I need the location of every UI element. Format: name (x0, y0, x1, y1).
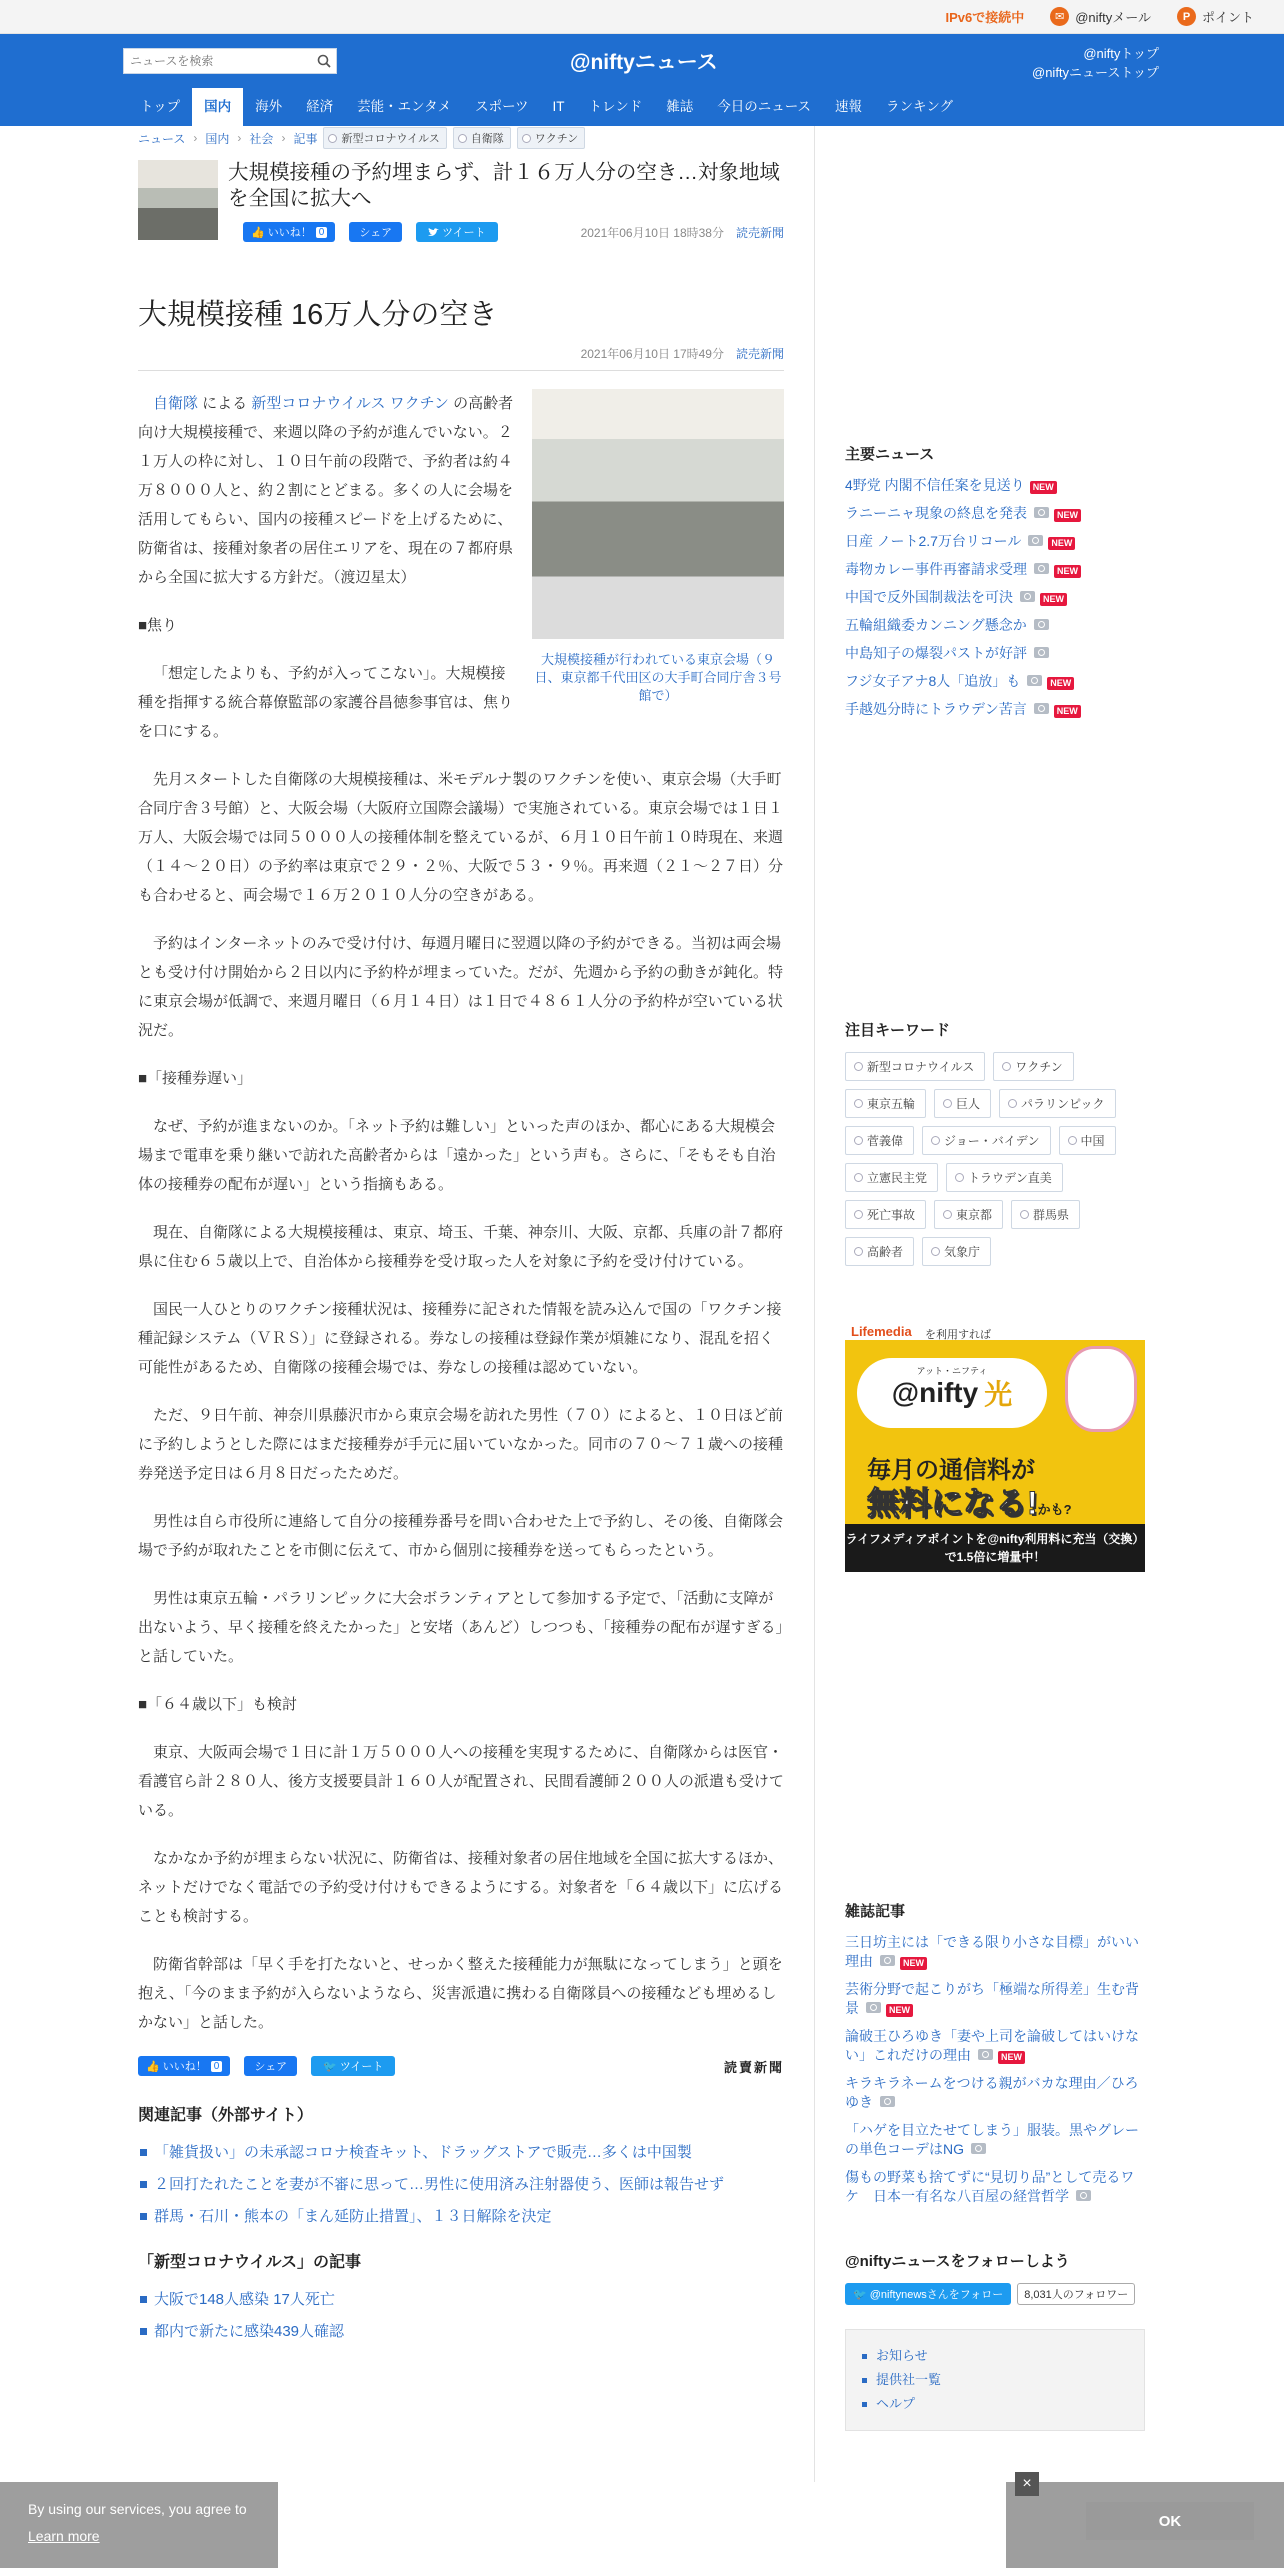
new-badge: NEW (1047, 677, 1074, 690)
twitter-icon (428, 228, 439, 237)
keyword-link-vaccine[interactable]: ワクチン (389, 395, 449, 412)
camera-icon (1034, 619, 1049, 630)
mail-icon: ✉ (1050, 7, 1069, 26)
nav-sports[interactable]: スポーツ (475, 99, 529, 114)
magazine-item[interactable]: 「ハゲを目立たせてしまう」服装。黒やグレーの単色コーデはNG (845, 2122, 1139, 2157)
point-link[interactable] (1177, 7, 1254, 26)
search-box (123, 48, 337, 74)
ad-product-ruby: アット・ニフティ (916, 1366, 988, 1376)
sidebar (845, 126, 1145, 2431)
twitter-follow-button[interactable]: 🐦 @niftynewsさんをフォロー (845, 2283, 1011, 2305)
nav-entertainment[interactable]: 芸能・エンタメ (357, 99, 452, 114)
magazine-item[interactable]: 三日坊主には「できる限り小さな目標」がいい理由 NEW (845, 1934, 1139, 1969)
mail-label: @niftyメール (1075, 10, 1151, 25)
keyword-tag[interactable]: パラリンピック (999, 1089, 1116, 1118)
magazine-item[interactable]: 傷もの野菜も捨てずに“見切り品”として売るワケ 日本一有名な八百屋の経営哲学 (845, 2169, 1135, 2204)
article-paragraph: 男性は自ら市役所に連絡して自分の接種券番号を問い合わせた上で予約し、その後、自衛隊会場で予約が取れたことを市側に伝えて、市から個別に接種券を送ってもらったという。 (138, 1513, 784, 1559)
keyword-tag[interactable]: 死亡事故 (845, 1200, 926, 1229)
bottom-social-buttons (138, 2056, 395, 2076)
magazine-item[interactable]: キラキラネームをつける親がバカな理由／ひろゆき (845, 2075, 1139, 2110)
like-button[interactable]: 👍 いいね！ 0 (243, 222, 335, 242)
main-news-item[interactable]: ラニーニャ現象の終息を発表 NEW (845, 504, 1145, 523)
search-icon[interactable] (312, 49, 336, 73)
cookie-text: By using our services, you agree to (28, 2501, 247, 2517)
sidebar-footer-links (845, 2329, 1145, 2431)
keyword-tag[interactable]: 新型コロナウイルス (845, 1052, 985, 1081)
article-figure (532, 389, 784, 705)
magazine-item[interactable]: 芸術分野で起こりがち「極端な所得差」生む背景 NEW (845, 1981, 1139, 2016)
ad-brand: Lifemedia (851, 1324, 912, 1339)
article-source-link[interactable]: 読売新聞 (735, 347, 784, 361)
site-header (0, 34, 1284, 126)
nav-magazine[interactable]: 雑誌 (666, 99, 694, 114)
nav-it[interactable]: IT (552, 99, 565, 114)
keyword-link-sdf[interactable]: 自衛隊 (153, 395, 199, 412)
article-paragraph: ただ、９日午前、神奈川県藤沢市から東京会場を訪れた男性（７０）によると、１０日ほど前に予約しようとした際にはまだ接種券が手元に届いていなかった。同市の７０～７１歳への接種券発送予定日は６月８日だったためだ。 (138, 1407, 784, 1482)
main-news-item[interactable]: 毒物カレー事件再審請求受理 NEW (845, 560, 1145, 579)
keyword-tag[interactable]: 東京五輪 (845, 1089, 926, 1118)
nav-ranking[interactable]: ランキング (886, 99, 954, 114)
cookie-ok-button[interactable]: OK (1086, 2502, 1254, 2540)
article-paragraph: 予約はインターネットのみで受け付け、毎週月曜日に翌週以降の予約ができる。当初は両会場とも受け付け開始から２日以内に予約枠が埋まっていた。だが、先週から予約の動きが鈍化。特に東京会場が低調で、来週月曜日（６月１４日）は１日で４８６１人分の予約枠が空いている状況だ。 (138, 935, 784, 1039)
new-badge: NEW (1048, 537, 1075, 550)
top-utility-bar (0, 0, 1284, 34)
article-paragraph: 国民一人ひとりのワクチン接種状況は、接種券に記された情報を読み込んで国の「ワクチン接種記録システム（ＶＲＳ）」に登録される。券なしの接種は登録作業が煩雑になり、混乱を招く可能性があるため、自衛隊の接種会場では、券なしの接種は認めていない。 (138, 1301, 782, 1376)
main-news-section (845, 443, 1145, 719)
magazine-heading: 雑誌記事 (845, 1903, 906, 1920)
keyword-link-covid[interactable]: 新型コロナウイルス (251, 395, 386, 412)
lead-date: 2021年06月10日 18時38分 読売新聞 (580, 225, 784, 240)
camera-icon (978, 2049, 993, 2060)
article-paragraph: 現在、自衛隊による大規模接種は、東京、埼玉、千葉、神奈川、大阪、京都、兵庫の計７都府県に住む６５歳以上で、自治体から接種券を受け取った人を対象に予約を受け付けている。 (138, 1224, 784, 1270)
article-paragraph: 防衛省幹部は「早く手を打たないと、せっかく整えた接種能力が無駄になってしまう」と頭を抱え、「今のまま予約が入らないようなら、災害派遣に携わる自衛隊員への接種なども埋めるしかない」と話した。 (138, 1956, 783, 2031)
main-nav (128, 88, 965, 126)
column-divider (814, 126, 815, 2486)
magazine-list (845, 1933, 1145, 2206)
related-item[interactable]: 「雑貨扱い」の未承認コロナ検査キット、ドラッグストアで販売…多くは中国製 (138, 2143, 784, 2163)
overlay-ad-slot[interactable] (278, 2482, 1006, 2568)
article-paragraph-lead: 自衛隊 による 新型コロナウイルス ワクチン の高齢者向け大規模接種で、来週以降の予約が進んでいない。２１万人の枠に対し、１０日午前の段階で、予約者は約４万８０００人と、約２割にとどまる。多くの人に会場を活用してもらい、国内の接種スピードを上げるために、防衛省は、接種対象者の居住エリアを、現在の７都府県から全国に拡大する方針だ。（渡辺星太） (138, 395, 514, 586)
new-badge: NEW (1030, 481, 1057, 494)
related-heading: 関連記事（外部サイト） (138, 2107, 313, 2124)
main-news-item[interactable]: フジ女子アナ8人「追放」も NEW (845, 672, 1145, 691)
search-input[interactable] (124, 50, 312, 72)
main-column (138, 126, 784, 2354)
article-paragraphs (138, 611, 784, 2037)
keyword-tag[interactable]: 群馬県 (1011, 1200, 1080, 1229)
header-links (1032, 44, 1159, 82)
lead-social-buttons (243, 222, 498, 242)
close-icon[interactable]: × (1015, 2472, 1039, 2496)
breadcrumb: ニュース › 国内 › 社会 › 記事 新型コロナウイルス 自衛隊 ワクチン (138, 126, 784, 150)
nav-breaking[interactable]: 速報 (835, 99, 863, 114)
bottom-tweet-button[interactable]: 🐦 ツイート (311, 2056, 395, 2076)
breadcrumb-society[interactable]: 社会 (249, 131, 274, 146)
new-badge: NEW (1054, 565, 1081, 578)
breadcrumb-article[interactable]: 記事 (293, 131, 318, 146)
keyword-tag[interactable]: 菅義偉 (845, 1126, 914, 1155)
new-badge: NEW (1054, 509, 1081, 522)
tweet-button[interactable]: ツイート (416, 222, 498, 242)
section-heading: ■「６４歳以下」も検討 (138, 1696, 298, 1713)
ad-bottom-text: ライフメディアポイントを@nifty利用料に充当（交換）で1.5倍に増量中！ (845, 1524, 1145, 1572)
nifty-news-top-link[interactable]: @niftyニューストップ (1032, 65, 1159, 80)
bottom-like-button[interactable]: 👍 いいね！ 0 (138, 2056, 230, 2076)
ad-line2-suffix: かも? (1037, 1502, 1072, 1517)
keyword-tag[interactable]: ワクチン (993, 1052, 1073, 1081)
lead-block (138, 160, 784, 242)
keyword-section (845, 1019, 1145, 1266)
point-label: ポイント (1201, 10, 1254, 25)
magazine-section (845, 1900, 1145, 2206)
tag-vaccine[interactable]: ワクチン (517, 127, 585, 149)
like-count: 0 (316, 227, 328, 238)
main-news-item[interactable]: 中島知子の爆裂パストが好評 (845, 644, 1145, 663)
tag-covid[interactable]: 新型コロナウイルス (323, 127, 446, 149)
related-item[interactable]: 群馬・石川・熊本の「まん延防止措置」、１３日解除を決定 (138, 2207, 784, 2227)
footer-link-notice[interactable]: お知らせ (862, 2344, 1128, 2368)
main-news-item[interactable]: 日産 ノート2.7万台リコール NEW (845, 532, 1145, 551)
article-paragraph: 「想定したよりも、予約が入ってこない」。大規模接種を指揮する統合幕僚監部の家護谷昌徳参事官は、焦りを口にする。 (138, 665, 514, 740)
keyword-tag[interactable]: 巨人 (934, 1089, 991, 1118)
new-badge: NEW (998, 2051, 1025, 2064)
keyword-tag[interactable]: 立憲民主党 (845, 1163, 938, 1192)
keyword-tag[interactable]: 気象庁 (922, 1237, 991, 1266)
new-badge: NEW (886, 2004, 913, 2017)
corona-item[interactable]: 都内で新たに感染439人確認 (138, 2322, 784, 2342)
article-photo[interactable] (532, 389, 784, 639)
point-icon: P (1177, 7, 1196, 26)
publisher-logo: 読賣新聞 (723, 2059, 784, 2075)
corona-heading: 「新型コロナウイルス」の記事 (138, 2254, 362, 2271)
article-paragraph: 東京、大阪両会場で１日に計１万５０００人への接種を実現するために、自衛隊からは医官・看護官ら計２８０人、後方支援要員計１６０人が配置され、民間看護師２００人の派遣も受けている。 (138, 1744, 784, 1819)
keyword-heading: 注目キーワード (845, 1022, 951, 1039)
main-news-item[interactable]: 4野党 内閣不信任案を見送り NEW (845, 476, 1145, 495)
nav-today[interactable]: 今日のニュース (717, 99, 812, 114)
ad-brand-sub: を利用すれば (925, 1329, 991, 1341)
nav-overseas[interactable]: 海外 (255, 99, 283, 114)
section-heading: ■焦り (138, 617, 178, 634)
nav-economy[interactable]: 経済 (306, 99, 334, 114)
ad-line1: 毎月の通信料が (867, 1457, 1035, 1484)
cookie-learn-more[interactable]: Learn more (28, 2528, 100, 2544)
new-badge: NEW (1054, 705, 1081, 718)
keyword-list (845, 1052, 1145, 1266)
main-news-item[interactable]: 手越処分時にトラウデン苦言 NEW (845, 700, 1145, 719)
ipv6-status: IPv6で接続中 (945, 10, 1025, 25)
magazine-item[interactable]: 論破王ひろゆき「妻や上司を論破してはいけない」これだけの理由 NEW (845, 2028, 1139, 2063)
camera-icon (880, 2096, 895, 2107)
article-meta (138, 345, 784, 371)
article-title: 大規模接種 16万人分の空き (138, 299, 498, 331)
site-logo[interactable]: @niftyニュース (570, 51, 718, 74)
keyword-tag[interactable]: 東京都 (934, 1200, 1003, 1229)
nav-trend[interactable]: トレンド (588, 99, 643, 114)
breadcrumb-news[interactable]: ニュース (138, 131, 186, 146)
camera-icon (1076, 2190, 1091, 2201)
footer-link-providers[interactable]: 提供社一覧 (862, 2368, 1128, 2392)
camera-icon (1027, 675, 1042, 686)
breadcrumb-domestic[interactable]: 国内 (205, 131, 230, 146)
follow-heading: @niftyニュースをフォローしよう (845, 2253, 1070, 2270)
nav-top[interactable]: トップ (140, 99, 181, 114)
main-news-list (845, 476, 1145, 719)
corona-item[interactable]: 大阪で148人感染 17人死亡 (138, 2290, 784, 2310)
keyword-tag[interactable]: 中国 (1059, 1126, 1116, 1155)
keyword-tag[interactable]: トラウデン直美 (946, 1163, 1063, 1192)
keyword-tag[interactable]: 高齢者 (845, 1237, 914, 1266)
nifty-mail-link[interactable] (1050, 7, 1151, 26)
keyword-tag[interactable]: ジョー・バイデン (922, 1126, 1051, 1155)
article-body (138, 389, 784, 2342)
related-list (138, 2143, 784, 2227)
new-badge: NEW (1040, 593, 1067, 606)
article-paragraph: 先月スタートした自衛隊の大規模接種は、米モデルナ製のワクチンを使い、東京会場（大手町合同庁舎３号館）と、大阪会場（大阪府立国際会議場）で実施されている。東京会場では１日１万人、大阪会場では同５０００人の接種体制を整えているが、６月１０日午前１０時現在、来週（１４～２０日）の予約率は東京で２９・２％、大阪で５３・９％。再来週（２１～２７日）分も合わせると、両会場で１６万２０１０人分の空きがある。 (138, 771, 784, 904)
bottom-share-button[interactable]: シェア (244, 2056, 297, 2076)
camera-icon (971, 2143, 986, 2154)
article-paragraph: 男性は東京五輪・パラリンピックに大会ボランティアとして参加する予定で、「活動に支障が出ないよう、早く接種を終えたかった」と安堵（あんど）しつつも、「接種券の配布が遅すぎる」と話していた。 (138, 1590, 784, 1665)
main-news-item[interactable]: 五輪組織委カンニング懸念か (845, 616, 1145, 635)
follow-section (845, 2250, 1145, 2305)
camera-icon (1034, 703, 1049, 714)
follower-count: 8,031人のフォロワー (1017, 2283, 1135, 2305)
ad-product: アット・ニフティ @nifty 光 (857, 1358, 1047, 1428)
lead-source-link[interactable]: 読売新聞 (735, 225, 784, 240)
camera-icon (1034, 507, 1049, 518)
share-button[interactable]: シェア (349, 222, 402, 242)
camera-icon (1028, 535, 1043, 546)
camera-icon (1020, 591, 1035, 602)
corona-list (138, 2290, 784, 2342)
lifemedia-ad[interactable] (845, 1322, 1145, 1572)
section-heading: ■「接種券遅い」 (138, 1070, 253, 1087)
tag-sdf[interactable]: 自衛隊 (453, 127, 511, 149)
related-item[interactable]: ２回打たれたことを妻が不審に思って…男性に使用済み注射器使う、医師は報告せず (138, 2175, 784, 2195)
nifty-top-link[interactable]: @niftyトップ (1083, 46, 1159, 61)
nav-domestic[interactable]: 国内 (192, 88, 243, 126)
sheep-mascot-icon (1065, 1346, 1137, 1432)
lead-title: 大規模接種の予約埋まらず、計１６万人分の空き…対象地域を全国に拡大へ (228, 161, 780, 210)
camera-icon (1034, 563, 1049, 574)
article-paragraph: なぜ、予約が進まないのか。「ネット予約は難しい」といった声のほか、都心にある大規模会場まで電車を乗り継いで訪れた高齢者からは「遠かった」という声も。さらに、「そもそも自治体の接種券の配布が遅い」という指摘もある。 (138, 1118, 776, 1193)
article-paragraph: なかなか予約が埋まらない状況に、防衛省は、接種対象者の居住地域を全国に拡大するほか、ネットだけでなく電話での予約受け付けもできるようにする。対象者を「６４歳以下」に広げることも検討する。 (138, 1850, 784, 1925)
main-news-item[interactable]: 中国で反外国制裁法を可決 NEW (845, 588, 1145, 607)
ad-line2: 無料になる!かも? (867, 1485, 1072, 1521)
camera-icon (880, 1955, 895, 1966)
camera-icon (866, 2002, 881, 2013)
photo-caption[interactable]: 大規模接種が行われている東京会場（９日、東京都千代田区の大手町合同庁舎３号館で） (534, 652, 782, 703)
article-date: 2021年06月10日 17時49分 (580, 347, 724, 361)
footer-link-help[interactable]: ヘルプ (862, 2392, 1128, 2416)
new-badge: NEW (900, 1957, 927, 1970)
main-news-heading: 主要ニュース (845, 446, 935, 463)
camera-icon (1034, 647, 1049, 658)
